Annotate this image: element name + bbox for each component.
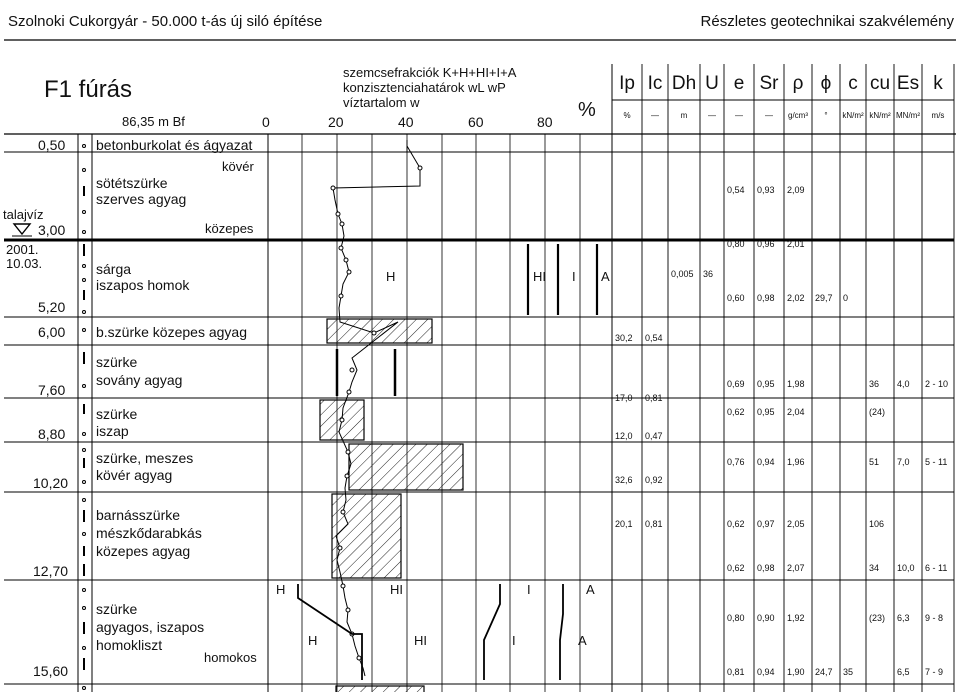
document-title: Szolnoki Cukorgyár - 50.000 t-ás új siló építése [8,13,323,30]
column-symbol-4: e [733,73,745,94]
value-cell-Es: 7,0 [897,457,910,467]
value-cell-e: 0,54 [727,185,745,195]
fraction-label-hi: HI [390,582,403,597]
column-unit-2: m [680,111,688,120]
value-cell-Ic: 0,47 [645,431,663,441]
value-cell-k: 2 - 10 [925,379,949,389]
column-unit-9: kN/m² [869,111,891,120]
column-unit-11: m/s [931,111,945,120]
value-cell-e: 0,69 [727,379,745,389]
percent-label: % [578,99,596,121]
value-cell-Ic: 0,81 [645,393,663,403]
value-cell-e: 0,81 [727,667,745,677]
fraction-label-a: A [578,633,587,648]
fraction-label-hi: HI [533,269,546,284]
fraction-label-a: A [601,269,610,284]
column-symbol-1: Ic [647,73,663,94]
value-cell-k: 7 - 9 [925,667,944,677]
value-cell-phi: 24,7 [815,667,833,677]
water-table-label: talajvíz [3,207,44,222]
layer-desc: szürke [96,601,138,617]
fraction-label-h: H [386,269,396,284]
value-cell-U: 36 [703,269,714,279]
fraction-label-i: I [527,582,531,597]
axis-tick-20: 20 [328,114,344,130]
layer-depth: 3,00 [38,222,66,238]
value-cell-Sr: 0,96 [757,239,775,249]
value-cell-e: 0,80 [727,239,745,249]
value-cell-e: 0,60 [727,293,745,303]
value-cell-rho: 1,92 [787,613,805,623]
layer-desc: homokliszt [96,637,163,653]
column-symbol-7: ϕ [820,73,832,94]
column-symbol-9: cu [869,73,891,94]
layer-depth: 10,20 [33,475,69,491]
value-cell-cu: (23) [869,613,886,623]
value-cell-k: 9 - 8 [925,613,944,623]
value-cell-rho: 2,09 [787,185,805,195]
value-cell-Es: 10,0 [897,563,915,573]
layer-desc: szerves agyag [96,191,187,207]
column-unit-8: kN/m² [842,111,864,120]
layer-desc: barnásszürke [96,507,181,523]
column-symbol-0: Ip [619,73,635,94]
layer-depth: 8,80 [38,426,66,442]
legend-line-1: szemcsefrakciók K+H+HI+I+A [343,65,517,80]
layer-note: kövér [222,159,254,174]
value-cell-Es: 4,0 [897,379,910,389]
column-symbol-2: Dh [671,73,697,94]
value-cell-Dh: 0,005 [671,269,694,279]
value-cell-rho: 1,98 [787,379,805,389]
value-cell-Ic: 0,54 [645,333,663,343]
column-unit-3: — [708,111,716,120]
layer-desc: sárga [96,261,132,277]
value-cell-Es: 6,5 [897,667,910,677]
fraction-label-h: H [308,633,318,648]
layer-desc: szürke [96,354,138,370]
value-cell-Sr: 0,93 [757,185,775,195]
value-cell-rho: 2,01 [787,239,805,249]
column-unit-6: g/cm³ [788,111,808,120]
value-cell-Sr: 0,97 [757,519,775,529]
legend-line-2: konzisztenciahatárok wL wP [343,80,506,95]
elevation-label: 86,35 m Bf [122,114,185,129]
value-cell-cu: 36 [869,379,880,389]
value-cell-rho: 1,96 [787,457,805,467]
legend-line-3: víztartalom w [343,95,420,110]
value-cell-rho: 2,04 [787,407,805,417]
column-unit-4: — [735,111,743,120]
layer-desc: szürke, meszes [96,450,194,466]
column-symbol-10: Es [896,73,920,94]
document-subtitle: Részletes geotechnikai szakvélemény [700,13,954,30]
value-cell-Ip: 20,1 [615,519,633,529]
layer-desc: mészkődarabkás [96,525,202,541]
value-cell-phi: 29,7 [815,293,833,303]
axis-tick-60: 60 [468,114,484,130]
column-unit-10: MN/m² [896,111,920,120]
layer-depth: 15,60 [33,663,69,679]
layer-note: közepes [205,221,254,236]
layer-desc: kövér agyag [96,467,173,483]
fraction-label-a: A [586,582,595,597]
layer-depth: 7,60 [38,382,66,398]
column-symbol-11: k [933,73,943,94]
value-cell-c: 0 [843,293,849,303]
value-cell-e: 0,62 [727,519,745,529]
column-symbol-3: U [705,73,719,94]
value-cell-k: 5 - 11 [925,457,948,467]
axis-tick-80: 80 [537,114,553,130]
value-cell-cu: 34 [869,563,880,573]
layer-note: homokos [204,650,257,665]
column-unit-7: ° [824,111,828,120]
column-symbol-5: Sr [759,73,779,94]
layer-depth: 6,00 [38,324,66,340]
column-symbol-6: ρ [792,73,804,94]
fraction-label-h: H [276,582,286,597]
value-cell-Sr: 0,98 [757,563,775,573]
layer-desc: betonburkolat és ágyazat [96,137,253,153]
layer-desc: iszap [96,423,129,439]
value-cell-e: 0,62 [727,407,745,417]
axis-tick-0: 0 [262,114,270,130]
layer-depth: 12,70 [33,563,69,579]
layer-desc: sovány agyag [96,372,183,388]
value-cell-Ic: 0,92 [645,475,663,485]
value-cell-k: 6 - 11 [925,563,948,573]
layer-desc: sötétszürke [96,175,168,191]
value-cell-Sr: 0,95 [757,379,775,389]
value-cell-e: 0,62 [727,563,745,573]
value-cell-e: 0,80 [727,613,745,623]
column-unit-5: — [765,111,773,120]
value-cell-rho: 2,07 [787,563,805,573]
fraction-label-i: I [572,269,576,284]
value-cell-Sr: 0,90 [757,613,775,623]
value-cell-Es: 6,3 [897,613,910,623]
water-date: 10.03. [6,256,43,271]
value-cell-c: 35 [843,667,854,677]
fraction-label-i: I [512,633,516,648]
layer-desc: iszapos homok [96,277,190,293]
water-date: 2001. [6,242,39,257]
value-cell-rho: 2,05 [787,519,805,529]
column-symbol-8: c [848,73,858,94]
axis-tick-40: 40 [398,114,414,130]
layer-desc: agyagos, iszapos [96,619,205,635]
value-cell-Sr: 0,94 [757,457,775,467]
fraction-label-hi: HI [414,633,427,648]
value-cell-Ip: 12,0 [615,431,633,441]
column-unit-1: — [651,111,659,120]
column-unit-0: % [623,111,631,120]
layer-desc: b.szürke közepes agyag [96,324,247,340]
value-cell-cu: 106 [869,519,885,529]
value-cell-Ic: 0,81 [645,519,663,529]
layer-depth: 5,20 [38,299,66,315]
boring-title: F1 fúrás [44,76,133,103]
value-cell-Sr: 0,98 [757,293,775,303]
value-cell-rho: 2,02 [787,293,805,303]
value-cell-cu: (24) [869,407,886,417]
value-cell-Ip: 30,2 [615,333,633,343]
layer-desc: közepes agyag [96,543,191,559]
value-cell-Ip: 32,6 [615,475,633,485]
value-cell-Sr: 0,95 [757,407,775,417]
value-cell-cu: 51 [869,457,880,467]
value-cell-rho: 1,90 [787,667,805,677]
value-cell-Sr: 0,94 [757,667,775,677]
value-cell-Ip: 17,0 [615,393,633,403]
layer-depth: 0,50 [38,137,66,153]
layer-desc: szürke [96,406,138,422]
value-cell-e: 0,76 [727,457,745,467]
